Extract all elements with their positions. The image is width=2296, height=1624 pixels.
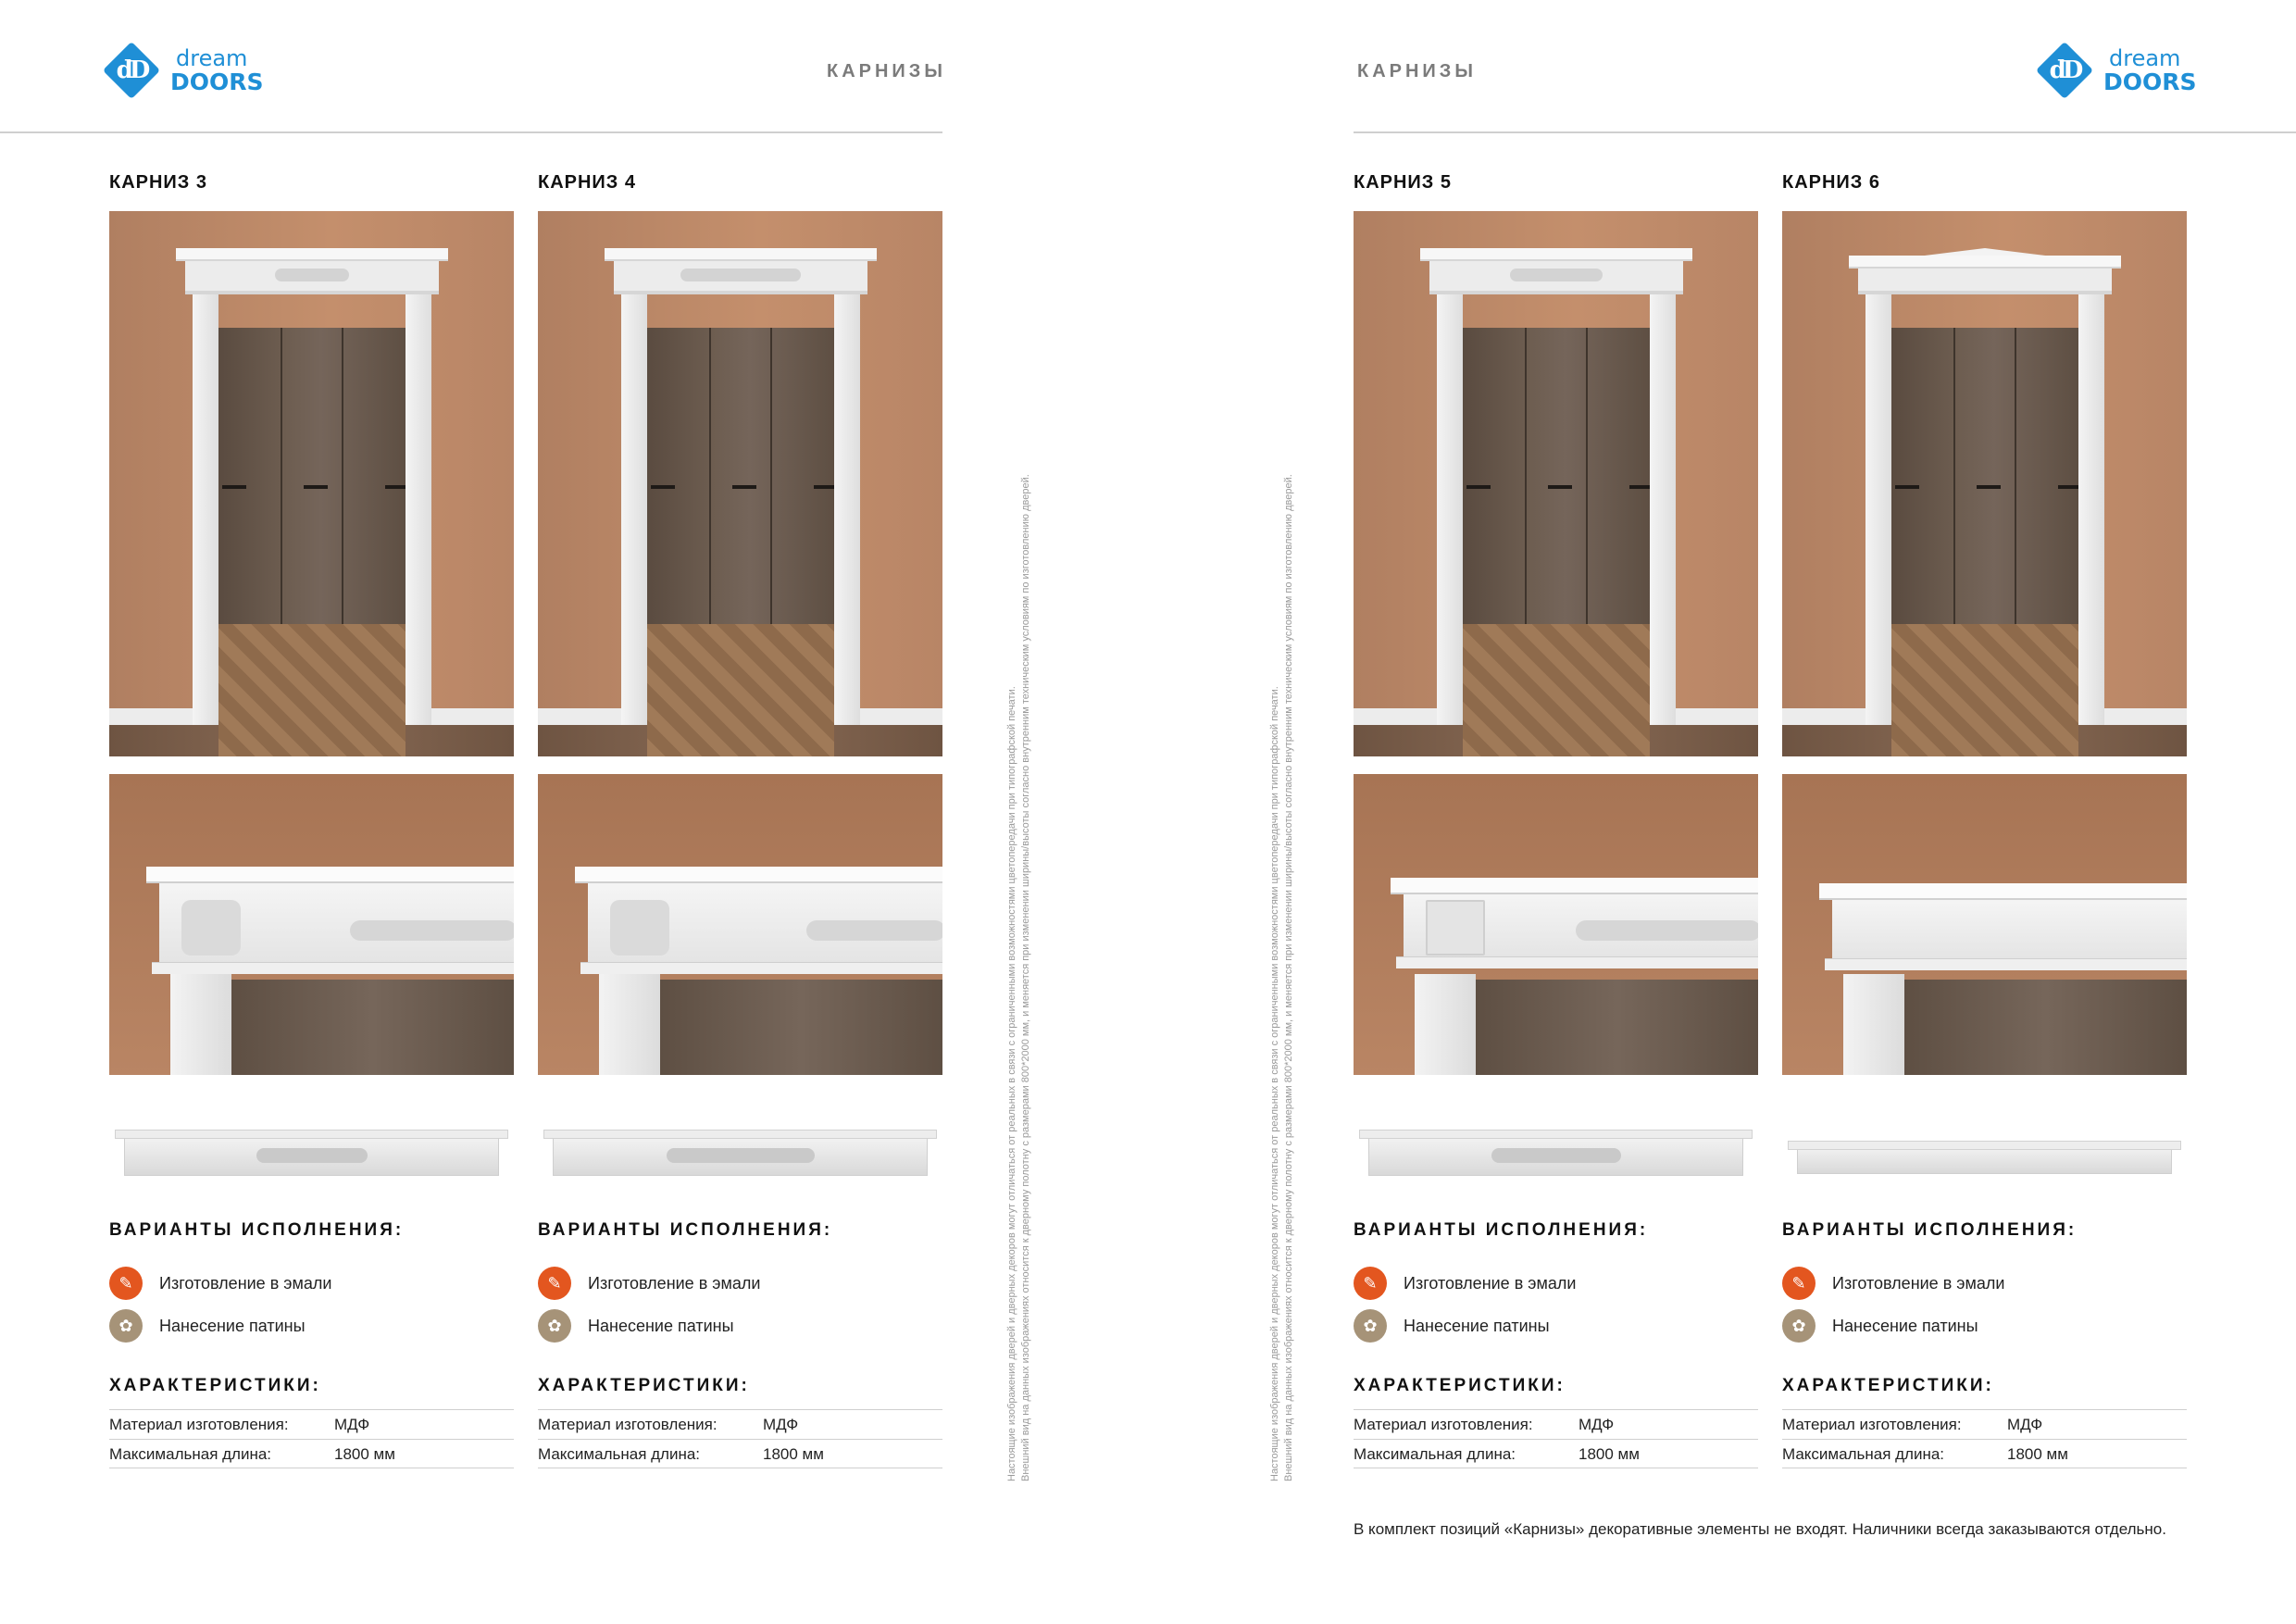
cornice-detail-photo	[1782, 774, 2187, 1075]
brand-line1: dream	[176, 45, 248, 71]
product-title: КАРНИЗ 5	[1354, 172, 1453, 193]
door-photo	[1782, 211, 2187, 756]
option-patina: ✿ Нанесение патины	[1782, 1309, 1978, 1343]
option-patina: ✿ Нанесение патины	[538, 1309, 734, 1343]
spec-row-length: Максимальная длина: 1800 мм	[1354, 1439, 1758, 1468]
spec-row-material: Материал изготовления: МДФ	[1354, 1409, 1758, 1439]
spec-row-material: Материал изготовления: МДФ	[1782, 1409, 2187, 1439]
spec-row-length: Максимальная длина: 1800 мм	[538, 1439, 942, 1468]
spec-row-length: Максимальная длина: 1800 мм	[1782, 1439, 2187, 1468]
option-enamel: ✎ Изготовление в эмали	[109, 1267, 331, 1300]
options-heading: ВАРИАНТЫ ИСПОЛНЕНИЯ:	[1354, 1220, 1649, 1240]
enamel-brush-icon: ✎	[1782, 1267, 1816, 1300]
product-column-karniz-3	[109, 0, 514, 1624]
door-photo	[109, 211, 514, 756]
door-photo	[1354, 211, 1758, 756]
specs-heading: ХАРАКТЕРИСТИКИ:	[1782, 1376, 1994, 1395]
specs-heading: ХАРАКТЕРИСТИКИ:	[109, 1376, 321, 1395]
patina-icon: ✿	[109, 1309, 143, 1343]
options-heading: ВАРИАНТЫ ИСПОЛНЕНИЯ:	[538, 1220, 833, 1240]
patina-icon: ✿	[1354, 1309, 1387, 1343]
specs-heading: ХАРАКТЕРИСТИКИ:	[538, 1376, 750, 1395]
enamel-brush-icon: ✎	[538, 1267, 571, 1300]
option-enamel: ✎ Изготовление в эмали	[1782, 1267, 2004, 1300]
product-title: КАРНИЗ 3	[109, 172, 208, 193]
section-title-right: КАРНИЗЫ	[1357, 61, 1477, 81]
options-heading: ВАРИАНТЫ ИСПОЛНЕНИЯ:	[109, 1220, 405, 1240]
enamel-brush-icon: ✎	[109, 1267, 143, 1300]
cornice-product-image	[1354, 1122, 1758, 1185]
option-enamel: ✎ Изготовление в эмали	[538, 1267, 760, 1300]
cornice-detail-photo	[1354, 774, 1758, 1075]
spec-row-material: Материал изготовления: МДФ	[538, 1409, 942, 1439]
product-column-karniz-4	[538, 0, 942, 1624]
brand-line2: DOORS	[170, 69, 264, 95]
option-enamel: ✎ Изготовление в эмали	[1354, 1267, 1576, 1300]
options-heading: ВАРИАНТЫ ИСПОЛНЕНИЯ:	[1782, 1220, 2078, 1240]
enamel-brush-icon: ✎	[1354, 1267, 1387, 1300]
cornice-product-image	[1782, 1122, 2187, 1185]
footnote: В комплект позиций «Карнизы» декоративные элементы не входят. Наличники всегда заказываются отдельно.	[1354, 1520, 2166, 1538]
dream-doors-logo-icon: dD	[104, 43, 159, 98]
cornice-product-image	[538, 1122, 942, 1185]
spec-row-material: Материал изготовления: МДФ	[109, 1409, 514, 1439]
specs-heading: ХАРАКТЕРИСТИКИ:	[1354, 1376, 1566, 1395]
section-title-left: КАРНИЗЫ	[827, 61, 946, 81]
dream-doors-logo-icon: dD	[2037, 43, 2092, 98]
patina-icon: ✿	[538, 1309, 571, 1343]
product-title: КАРНИЗ 6	[1782, 172, 1881, 193]
option-patina: ✿ Нанесение патины	[1354, 1309, 1550, 1343]
cornice-product-image	[109, 1122, 514, 1185]
print-disclaimer-right: Настоящие изображения дверей и дверных декоров могут отличаться от реальных в связи с ограниченными возможностями цветопередачи при типографской печати. Внешний вид на данных изображениях относится к дверному полотну с размерами 800*2000 мм, и меняется при изменении ширины/высоты согласно внутренним техническим условиям по изготовлению дверей.	[1269, 474, 1294, 1481]
cornice-detail-photo	[109, 774, 514, 1075]
product-title: КАРНИЗ 4	[538, 172, 637, 193]
product-column-karniz-5	[1354, 0, 1758, 1624]
print-disclaimer-left: Настоящие изображения дверей и дверных декоров могут отличаться от реальных в связи с ограниченными возможностями цветопередачи при типографской печати. Внешний вид на данных изображениях относится к дверному полотну с размерами 800*2000 мм, и меняется при изменении ширины/высоты согласно внутренним техническим условиям по изготовлению дверей.	[1006, 474, 1031, 1481]
option-patina: ✿ Нанесение патины	[109, 1309, 306, 1343]
brand-line1: dream	[2109, 45, 2181, 71]
product-column-karniz-6	[1782, 0, 2187, 1624]
cornice-detail-photo	[538, 774, 942, 1075]
brand-line2: DOORS	[2103, 69, 2197, 95]
patina-icon: ✿	[1782, 1309, 1816, 1343]
spec-row-length: Максимальная длина: 1800 мм	[109, 1439, 514, 1468]
door-photo	[538, 211, 942, 756]
